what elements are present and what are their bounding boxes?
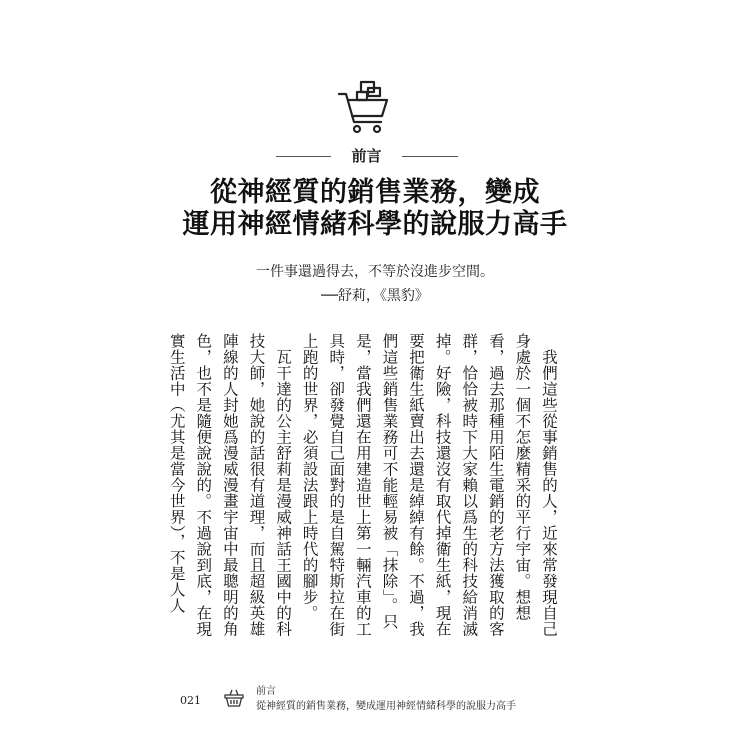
chapter-heading xyxy=(0,146,750,166)
divider-right xyxy=(402,156,458,157)
body-paragraph-1: 我們這些從事銷售的人，近來常發現自己身處於一個不怎麼精采的平行宇宙。想想看，過去那種用陌生電銷的老方法獲取的客群，恰恰被時下大家賴以爲生的科技給消滅掉。好險，科技還沒有取代掉衛生紙，現在要把衛生紙賣出去還是綽綽有餘。不過，我們這些銷售業務可不能輕易被「抹除」。只是，當我們還在用建造世上第一輛汽車的工具時，卻發覺自己面對的是自駕特斯拉在街上跑的世界，必須設法跟上時代的腳步。 xyxy=(300,333,558,637)
body-paragraph-2: 瓦干達的公主舒莉是漫威神話王國中的科技大師，她說的話很有道理，而且超級英雄陣線的人封她爲漫威漫畫宇宙中最聰明的角色，也不是隨便說說的。不過說到底，在現實生活中（尤其是當今世界），不是人人 xyxy=(167,333,293,637)
shopping-basket-icon xyxy=(223,687,245,709)
chapter-title-line-1: 從神經質的銷售業務，變成 xyxy=(210,177,540,208)
chapter-title-line-2: 運用神經情緒科學的說服力高手 xyxy=(182,209,568,240)
footer-chapter-label: 前言 xyxy=(256,686,276,697)
divider-left xyxy=(276,156,331,157)
epigraph-attribution: ──舒莉，《黑豹》 xyxy=(321,288,429,304)
page-footer xyxy=(0,683,750,717)
footer-running-title: 從神經質的銷售業務，變成運用神經情緒科學的說服力高手 xyxy=(256,701,516,712)
body-text xyxy=(167,333,562,638)
epigraph-quote: 一件事還過得去，不等於沒進步空間。 xyxy=(256,264,494,280)
page-number: 021 xyxy=(180,694,201,707)
chapter-label: 前言 xyxy=(351,147,382,165)
shopping-cart-icon xyxy=(335,76,391,134)
